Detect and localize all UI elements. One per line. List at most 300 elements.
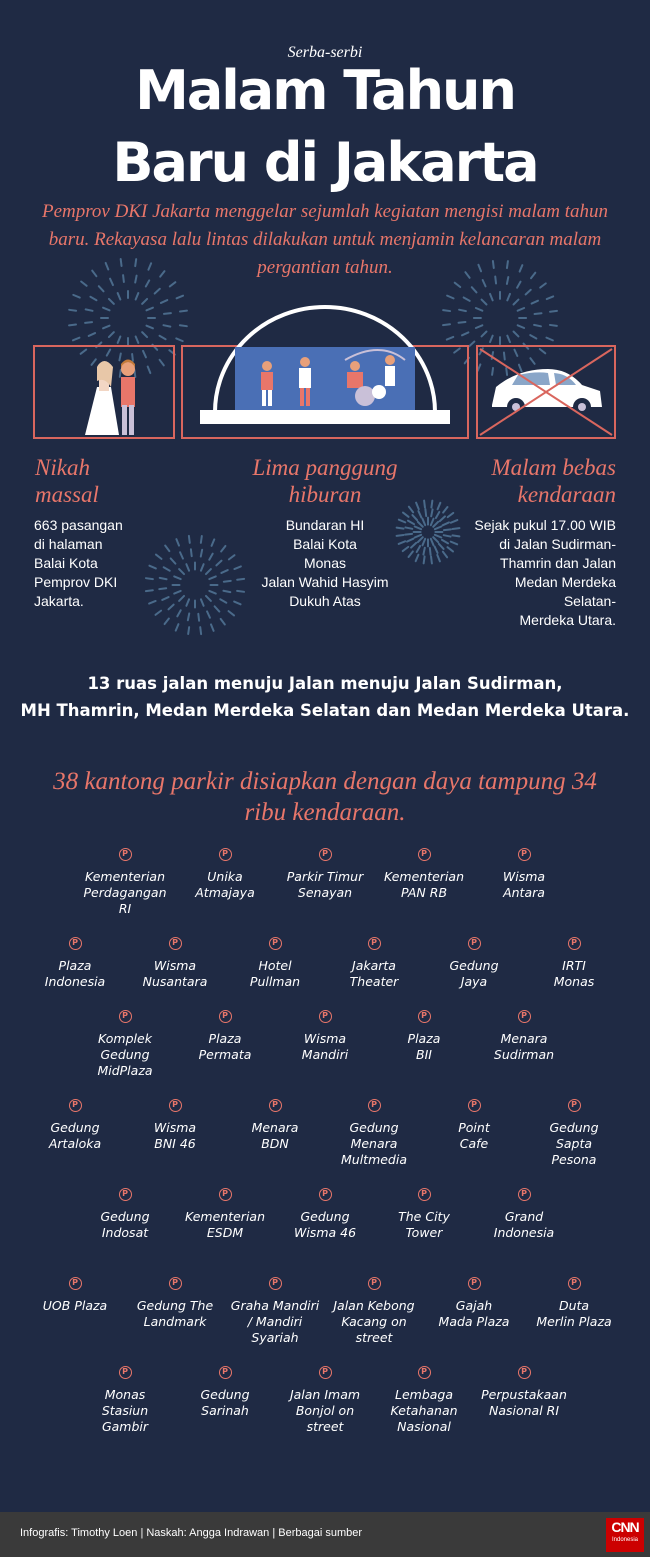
heading-line: Lima panggung [252, 455, 398, 480]
parking-icon: P [219, 848, 232, 861]
firework-spark [547, 296, 553, 299]
stage-dome-icon [195, 300, 455, 440]
parking-label-line: Gedung [449, 958, 499, 973]
parking-label-line: Menara [251, 1120, 299, 1135]
firework-spark [135, 276, 136, 283]
parking-label [472, 1209, 576, 1241]
logo-bottom: Indonesia [611, 1537, 639, 1543]
firework-spark [73, 295, 79, 298]
parking-label [372, 869, 476, 901]
parking-location [273, 848, 377, 901]
parking-label-line: IRTI [562, 958, 586, 973]
parking-label-line: Senayan [297, 885, 353, 900]
firework-spark [493, 261, 494, 268]
parking-label [522, 1298, 626, 1330]
firework-spark [482, 300, 487, 305]
firework-spark [459, 310, 466, 311]
firework-spark [146, 280, 149, 286]
parking-label-line: MidPlaza [97, 1063, 153, 1078]
cnn-logo [606, 1518, 644, 1552]
body-line: Bundaran HI [285, 517, 365, 533]
parking-label-line: Wisma [153, 958, 197, 973]
parking-label-line: BNI 46 [154, 1136, 196, 1151]
firework-spark [215, 606, 220, 611]
parking-location [422, 1277, 526, 1330]
parking-location [73, 848, 177, 917]
parking-label [123, 958, 227, 990]
parking-label [173, 1031, 277, 1063]
firework-spark [186, 599, 189, 605]
parking-icon: P [69, 937, 82, 950]
wedding-couple-icon [35, 347, 173, 437]
section-heading-stage [200, 454, 450, 508]
parking-label [322, 1120, 426, 1168]
parking-label-line: RI [118, 901, 132, 916]
section-heading-car-free [415, 454, 616, 508]
parking-icon: P [319, 1010, 332, 1023]
parking-label-line: Wisma [303, 1031, 347, 1046]
parking-label-line: Syariah [251, 1330, 299, 1345]
firework-spark [201, 550, 202, 557]
parking-label-line: Gedung [349, 1120, 399, 1135]
firework-spark [476, 308, 482, 311]
roads-line-1: 13 ruas jalan menuju Jalan menuju Jalan Sudirman, [87, 674, 563, 693]
parking-label [522, 958, 626, 990]
firework-spark [530, 335, 536, 338]
parking-location [173, 1188, 277, 1241]
parking-label-line: Plaza [407, 1031, 441, 1046]
parking-location [23, 1277, 127, 1314]
parking-location [223, 937, 327, 990]
parking-location [322, 1277, 426, 1346]
parking-label-line: Wisma [502, 869, 546, 884]
parking-icon: P [468, 937, 481, 950]
parking-label [522, 1120, 626, 1168]
parking-location [372, 1366, 476, 1435]
firework-spark [142, 332, 147, 337]
parking-label-line: Pullman [249, 974, 301, 989]
parking-label [472, 1387, 576, 1419]
parking-location [472, 1188, 576, 1241]
parking-label-line: Gedung [300, 1209, 350, 1224]
parking-label-line: Bonjol on [295, 1403, 355, 1418]
firework-spark [483, 280, 486, 286]
parking-icon: P [119, 848, 132, 861]
parking-label [273, 869, 377, 901]
firework-spark [550, 325, 557, 326]
parking-label-line: Unika [207, 869, 243, 884]
parking-icon: P [269, 1099, 282, 1112]
firework-spark [531, 273, 535, 279]
parking-label-line: Sarinah [201, 1403, 249, 1418]
parking-label [223, 1298, 327, 1346]
parking-location [23, 937, 127, 990]
parking-label [23, 958, 127, 990]
firework-spark [482, 332, 487, 337]
parking-label-line: Gedung [200, 1387, 250, 1402]
parking-icon: P [518, 1010, 531, 1023]
firework-spark [86, 309, 93, 310]
parking-location [173, 1366, 277, 1419]
firework-spark [90, 297, 96, 300]
parking-icon: P [568, 1099, 581, 1112]
parking-label-line: Jalan Kebong [333, 1298, 415, 1313]
parking-icon: P [418, 1010, 431, 1023]
parking-label [73, 1387, 177, 1435]
firework-spark [146, 326, 152, 329]
parking-location [123, 1099, 227, 1152]
parking-icon: P [418, 1188, 431, 1201]
parking-label-line: street [306, 1419, 344, 1434]
parking-label [173, 869, 277, 901]
parking-heading: 38 kantong parkir disiapkan dengan daya tampung 34 ribu kendaraan. [53, 768, 597, 826]
firework-spark [209, 591, 215, 594]
parking-icon: P [169, 1099, 182, 1112]
firework-spark [206, 596, 211, 601]
body-line: di halaman [34, 536, 103, 552]
parking-location [273, 1188, 377, 1241]
firework-spark [146, 308, 152, 311]
parking-location [173, 848, 277, 901]
parking-label-line: Menara [350, 1136, 398, 1151]
body-line: Jakarta. [34, 593, 84, 609]
parking-icon: P [319, 1366, 332, 1379]
parking-label-line: Plaza [208, 1031, 242, 1046]
firework-spark [109, 332, 114, 337]
parking-icon: P [119, 1366, 132, 1379]
parking-label [322, 1298, 426, 1346]
parking-label-line: Komplek [98, 1031, 152, 1046]
firework-spark [465, 272, 469, 278]
firework-spark [81, 281, 87, 285]
body-line: Merdeka Utara. [519, 612, 616, 628]
body-line: Sejak pukul 17.00 WIB [474, 517, 616, 533]
firework-spark [69, 324, 76, 325]
parking-location [522, 1099, 626, 1168]
parking-icon: P [418, 1366, 431, 1379]
parking-label-line: Gedung The [136, 1298, 214, 1313]
firework-spark [490, 336, 493, 342]
parking-label [422, 1120, 526, 1152]
parking-label-line: Grand [504, 1209, 544, 1224]
body-line: Balai Kota [293, 536, 357, 552]
parking-location [372, 1188, 476, 1241]
parking-label-line: Pesona [551, 1152, 597, 1167]
firework-spark [136, 336, 139, 342]
parking-label-line: Ketahanan [390, 1403, 458, 1418]
parking-label-line: Indonesia [493, 1225, 555, 1240]
firework-spark [177, 610, 180, 616]
parking-label-line: / Mandiri [247, 1314, 303, 1329]
parking-location [273, 1010, 377, 1063]
parking-icon: P [169, 937, 182, 950]
parking-icon: P [219, 1188, 232, 1201]
parking-label-line: PAN RB [400, 885, 448, 900]
parking-location [422, 1099, 526, 1152]
body-line: Monas [303, 555, 347, 571]
firework-spark [188, 627, 189, 634]
parking-label-line: Lembaga [394, 1387, 454, 1402]
parking-label-line: Kementerian [184, 1209, 266, 1224]
parking-label [123, 1120, 227, 1152]
firework-spark [520, 265, 523, 271]
parking-label-line: street [355, 1330, 393, 1345]
parking-icon: P [319, 848, 332, 861]
firework-spark [200, 627, 201, 634]
firework-spark [85, 322, 92, 323]
firework-spark [109, 299, 114, 304]
firework-spark [495, 277, 496, 284]
parking-icon: P [368, 1277, 381, 1290]
parking-label-line: Artaloka [48, 1136, 102, 1151]
parking-icon: P [219, 1366, 232, 1379]
parking-label [223, 1120, 327, 1152]
firework-spark [431, 556, 432, 563]
parking-icon: P [568, 937, 581, 950]
parking-label-line: BII [416, 1047, 432, 1062]
parking-icon: P [169, 1277, 182, 1290]
heading-line: Nikah [35, 455, 90, 480]
body-line: Selatan- [563, 593, 616, 609]
parking-label [472, 1031, 576, 1063]
parking-label-line: Sudirman [493, 1047, 555, 1062]
parking-label-line: Kementerian [84, 869, 166, 884]
firework-spark [221, 619, 225, 625]
firework-spark [455, 283, 461, 287]
intro-text: Pemprov DKI Jakarta menggelar sejumlah kegiatan mengisi malam tahun baru. Rekayasa lalu lintas dilakukan untuk menjamin kelancaran malam pergantian tahun. [41, 201, 609, 278]
parking-label [73, 869, 177, 917]
parking-label-line: Jakarta [352, 958, 396, 973]
firework-spark [534, 325, 541, 326]
parking-icon: P [69, 1277, 82, 1290]
firework-spark [469, 342, 474, 347]
parking-label [372, 1387, 476, 1435]
parking-icon: P [269, 1277, 282, 1290]
parking-label [372, 1031, 476, 1063]
firework-spark [198, 614, 199, 621]
parking-label-line: BDN [261, 1136, 289, 1151]
parking-label-line: Cafe [459, 1136, 489, 1151]
parking-label-line: UOB Plaza [42, 1298, 108, 1313]
firework-spark [212, 539, 215, 545]
parking-icon: P [418, 848, 431, 861]
kicker: Serba-serbi [287, 44, 363, 61]
parking-label [23, 1120, 127, 1152]
footer-credits: Infografis: Timothy Loen | Naskah: Angga Indrawan | Berbagai sumber [20, 1527, 363, 1539]
body-line: Pemprov DKI [34, 574, 118, 590]
parking-label-line: Menara [500, 1031, 548, 1046]
firework-spark [118, 336, 121, 342]
firework-spark [106, 263, 109, 269]
parking-label [173, 1387, 277, 1419]
firework-spark [180, 311, 187, 312]
parking-label-line: Indonesia [44, 974, 106, 989]
body-line: 663 pasangan [34, 517, 123, 533]
parking-label-line: Indosat [101, 1225, 149, 1240]
firework-spark [209, 554, 212, 560]
section-body-stage [225, 516, 425, 611]
firework-spark [165, 619, 169, 625]
parking-location [322, 937, 426, 990]
parking-label-line: Plaza [58, 958, 92, 973]
parking-icon: P [368, 1099, 381, 1112]
firework-spark [526, 290, 531, 295]
parking-location [322, 1099, 426, 1168]
parking-label-line: ESDM [206, 1225, 244, 1240]
parking-label-line: Mandiri [301, 1047, 349, 1062]
parking-location [472, 848, 576, 901]
firework-spark [186, 564, 189, 570]
firework-spark [507, 261, 508, 268]
firework-spark [176, 338, 182, 341]
firework-spark [476, 325, 482, 328]
section-body-car-free [436, 516, 616, 630]
parking-label [273, 1387, 377, 1435]
parking-icon: P [468, 1277, 481, 1290]
parking-icon: P [319, 1188, 332, 1201]
parking-label-line: Graha Mandiri [230, 1298, 320, 1313]
firework-spark [155, 289, 160, 294]
parking-label [23, 1298, 127, 1314]
firework-spark [431, 509, 432, 516]
parking-icon: P [568, 1277, 581, 1290]
section-body-wedding [34, 516, 184, 611]
firework-spark [135, 259, 136, 266]
firework-spark [229, 611, 235, 615]
parking-label-line: Nusantara [142, 974, 208, 989]
parking-label-line: Monas [553, 974, 595, 989]
parking-label-line: Wisma [153, 1120, 197, 1135]
parking-label-line: Gedung [549, 1120, 599, 1135]
firework-spark [430, 548, 431, 555]
body-line: Balai Kota [34, 555, 98, 571]
firework-spark [216, 561, 221, 566]
firework-spark [160, 336, 166, 339]
parking-label-line: Landmark [143, 1314, 207, 1329]
firework-spark [490, 294, 493, 300]
parking-location [73, 1366, 177, 1435]
parking-label-line: Perpustakaan [481, 1387, 567, 1402]
parking-label-line: The City [398, 1209, 450, 1224]
firework-spark [89, 333, 95, 336]
firework-spark [201, 536, 202, 543]
crossed-car-icon [478, 347, 614, 437]
parking-label-line: Nasional RI [488, 1403, 560, 1418]
firework-spark [431, 539, 434, 545]
parking-location [223, 1099, 327, 1152]
parking-location [422, 937, 526, 990]
firework-spark [425, 509, 426, 516]
heading-line: massal [35, 482, 99, 507]
parking-label-line: Jalan Imam [289, 1387, 361, 1402]
parking-icon: P [119, 1188, 132, 1201]
firework-spark [540, 283, 546, 287]
firework-spark [472, 287, 477, 292]
body-line: di Jalan Sudirman- [499, 536, 616, 552]
parking-label-line: Stasiun [101, 1403, 149, 1418]
parking-label [73, 1031, 177, 1079]
firework-spark [478, 265, 481, 271]
page-title-line-2: Baru di Jakarta [112, 131, 538, 194]
firework-spark [142, 299, 147, 304]
firework-spark [517, 282, 520, 288]
firework-spark [92, 271, 96, 277]
firework-spark [123, 275, 124, 282]
heading-line: hiburan [288, 482, 362, 507]
firework-spark [69, 310, 76, 311]
firework-spark [163, 325, 170, 326]
parking-icon: P [518, 1366, 531, 1379]
parking-location [273, 1366, 377, 1435]
body-line: Thamrin dan Jalan [500, 555, 616, 571]
firework-spark [189, 536, 190, 543]
firework-spark [73, 338, 79, 341]
firework-spark [177, 296, 183, 299]
car-free-frame [476, 345, 616, 439]
parking-location [522, 937, 626, 990]
parking-label-line: Perdagangan [83, 885, 167, 900]
firework-spark [156, 611, 162, 615]
firework-spark [447, 296, 453, 299]
parking-icon: P [518, 848, 531, 861]
firework-spark [103, 308, 109, 311]
parking-label-line: Hotel [258, 958, 292, 973]
parking-label [273, 1209, 377, 1241]
firework-spark [546, 338, 552, 341]
firework-spark [121, 259, 122, 266]
body-line: Dukuh Atas [289, 593, 361, 609]
parking-location [123, 937, 227, 990]
parking-location [522, 1277, 626, 1330]
parking-location [223, 1277, 327, 1346]
parking-location [23, 1099, 127, 1152]
roads-line-2: MH Thamrin, Medan Merdeka Selatan dan Medan Merdeka Utara. [20, 701, 630, 720]
firework-spark [180, 325, 187, 326]
parking-label [472, 869, 576, 901]
firework-spark [161, 300, 167, 303]
parking-location [173, 1010, 277, 1063]
firework-spark [110, 279, 113, 285]
parking-location [73, 1188, 177, 1241]
parking-icon: P [518, 1188, 531, 1201]
parking-icon: P [468, 1099, 481, 1112]
firework-spark [164, 313, 171, 314]
parking-label [422, 1298, 526, 1330]
roads-text [0, 670, 650, 724]
parking-label [73, 1209, 177, 1241]
parking-label-line: Merlin Plaza [536, 1314, 612, 1329]
firework-spark [464, 297, 470, 300]
firework-spark [507, 294, 510, 300]
parking-location [472, 1366, 576, 1419]
parking-label [273, 1031, 377, 1063]
firework-spark [160, 271, 164, 277]
parking-label [322, 958, 426, 990]
firework-spark [201, 599, 204, 605]
firework-spark [136, 293, 139, 299]
parking-label-line: Multmedia [340, 1152, 407, 1167]
firework-spark [518, 325, 524, 328]
parking-label [123, 1298, 227, 1330]
firework-spark [518, 308, 524, 311]
body-line: Jalan Wahid Hasyim [261, 574, 389, 590]
parking-location [123, 1277, 227, 1330]
firework-spark [148, 263, 151, 269]
parking-label-line: Gajah [455, 1298, 493, 1313]
parking-label-line: Gedung [50, 1120, 100, 1135]
parking-label [173, 1209, 277, 1241]
parking-label-line: Wisma 46 [293, 1225, 357, 1240]
